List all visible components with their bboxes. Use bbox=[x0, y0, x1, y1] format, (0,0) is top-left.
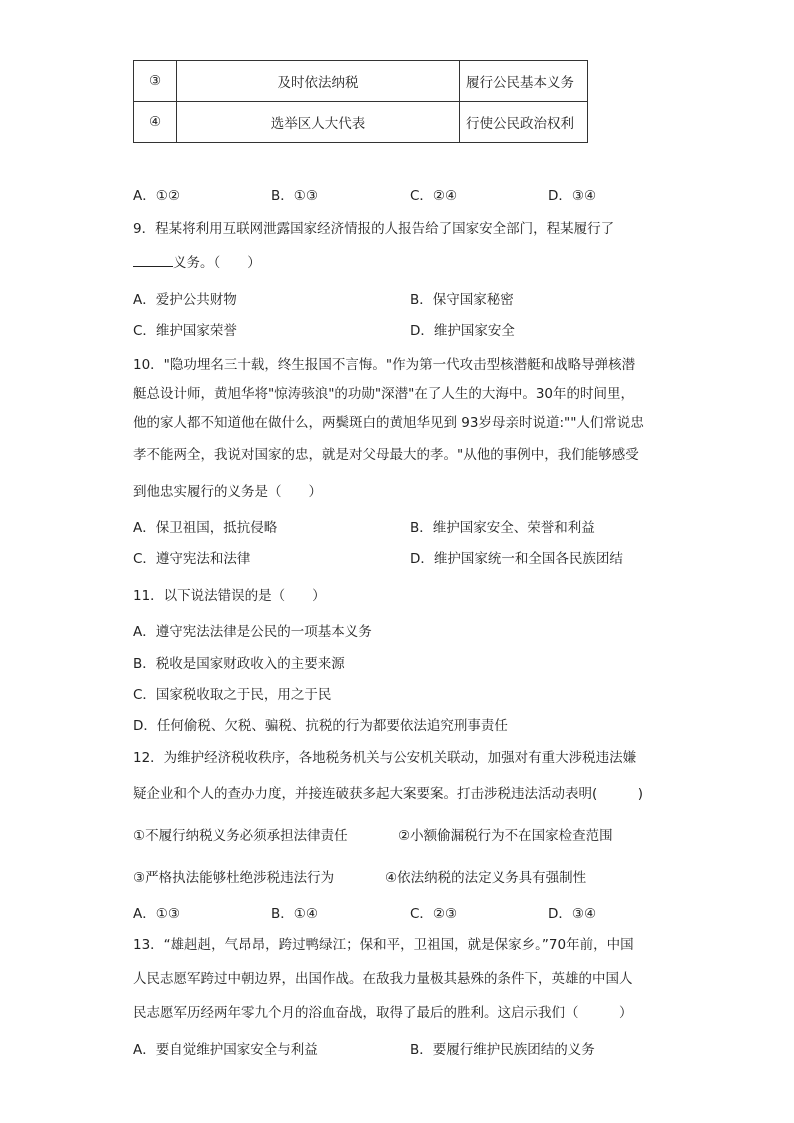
q12-option-c: C．②③ bbox=[410, 906, 458, 922]
q8-option-c: C．②④ bbox=[410, 188, 458, 204]
q10-option-a: A．保卫祖国，抵抗侵略 bbox=[133, 520, 278, 536]
q11-stem: 11．以下说法错误的是（ ） bbox=[133, 588, 326, 604]
q10-stem-2: 艇总设计师，黄旭华将"惊涛骇浪"的功勋"深潜"在了人生的大海中。30年的时间里， bbox=[133, 386, 635, 402]
q12-statement-2: ②小额偷漏税行为不在国家检查范围 bbox=[398, 828, 613, 844]
table-row bbox=[134, 102, 588, 143]
answer-table bbox=[133, 60, 588, 143]
q12-statement-4: ④依法纳税的法定义务具有强制性 bbox=[385, 870, 587, 886]
q12-option-d: D．③④ bbox=[548, 906, 597, 922]
q13-stem-1: 13．“雄赳赳，气昂昂，跨过鸭绿江；保和平，卫祖国，就是保家乡。”70年前，中国 bbox=[133, 937, 634, 953]
row-item: 选举区人大代表 bbox=[177, 102, 460, 143]
q13-stem-3: 民志愿军历经两年零九个月的浴血奋战，取得了最后的胜利。这启示我们（ ） bbox=[133, 1005, 633, 1021]
q11-option-b: B．税收是国家财政收入的主要来源 bbox=[133, 656, 345, 672]
q9-option-d: D．维护国家安全 bbox=[410, 323, 515, 339]
q11-option-c: C．国家税收取之于民，用之于民 bbox=[133, 687, 332, 703]
q10-stem-5: 到他忠实履行的义务是（ ） bbox=[133, 484, 322, 500]
row-type: 履行公民基本义务 bbox=[460, 61, 588, 102]
q12-statement-3: ③严格执法能够杜绝涉税违法行为 bbox=[133, 870, 335, 886]
q12-option-b: B．①④ bbox=[271, 906, 318, 922]
q13-option-a: A．要自觉维护国家安全与利益 bbox=[133, 1042, 318, 1058]
q8-option-a: A．①② bbox=[133, 188, 180, 204]
q10-option-d: D．维护国家统一和全国各民族团结 bbox=[410, 551, 623, 567]
q11-option-a: A．遵守宪法法律是公民的一项基本义务 bbox=[133, 624, 372, 640]
q11-option-d: D．任何偷税、欠税、骗税、抗税的行为都要依法追究刑事责任 bbox=[133, 718, 508, 734]
answer-blank bbox=[133, 252, 173, 267]
q9-option-a: A．爱护公共财物 bbox=[133, 292, 237, 308]
q10-stem-4: 孝不能两全，我说对国家的忠，就是对父母最大的孝。"从他的事例中，我们能够感受 bbox=[133, 447, 639, 463]
row-item: 及时依法纳税 bbox=[177, 61, 460, 102]
q10-stem-3: 他的家人都不知道他在做什么，两鬓斑白的黄旭华见到 93岁母亲时说道:""人们常说忠 bbox=[133, 415, 644, 431]
q13-stem-2: 人民志愿军跨过中朝边界，出国作战。在敌我力量极其悬殊的条件下，英雄的中国人 bbox=[133, 971, 633, 987]
q12-statement-1: ①不履行纳税义务必须承担法律责任 bbox=[133, 828, 348, 844]
q9-stem-cont: 义务。（ ） bbox=[133, 251, 261, 271]
q8-option-d: D．③④ bbox=[548, 188, 597, 204]
q10-stem-1: 10．"隐功埋名三十载，终生报国不言悔。"作为第一代攻击型核潜艇和战略导弹核潜 bbox=[133, 357, 636, 373]
q10-option-c: C．遵守宪法和法律 bbox=[133, 551, 251, 567]
q13-option-b: B．要履行维护民族团结的义务 bbox=[410, 1042, 595, 1058]
q10-option-b: B．维护国家安全、荣誉和利益 bbox=[410, 520, 595, 536]
q12-option-a: A．①③ bbox=[133, 906, 180, 922]
row-number: ③ bbox=[134, 61, 177, 102]
q9-option-b: B．保守国家秘密 bbox=[410, 292, 514, 308]
q12-stem-1: 12．为维护经济税收秩序，各地税务机关与公安机关联动，加强对有重大涉税违法嫌 bbox=[133, 750, 637, 766]
table-row bbox=[134, 61, 588, 102]
row-number: ④ bbox=[134, 102, 177, 143]
q12-stem-2: 疑企业和个人的查办力度，并接连破获多起大案要案。打击涉税违法活动表明( ) bbox=[133, 786, 644, 802]
q8-option-b: B．①③ bbox=[271, 188, 318, 204]
q9-option-c: C．维护国家荣誉 bbox=[133, 323, 237, 339]
q9-stem: 9．程某将利用互联网泄露国家经济情报的人报告给了国家安全部门，程某履行了 bbox=[133, 221, 615, 237]
row-type: 行使公民政治权利 bbox=[460, 102, 588, 143]
